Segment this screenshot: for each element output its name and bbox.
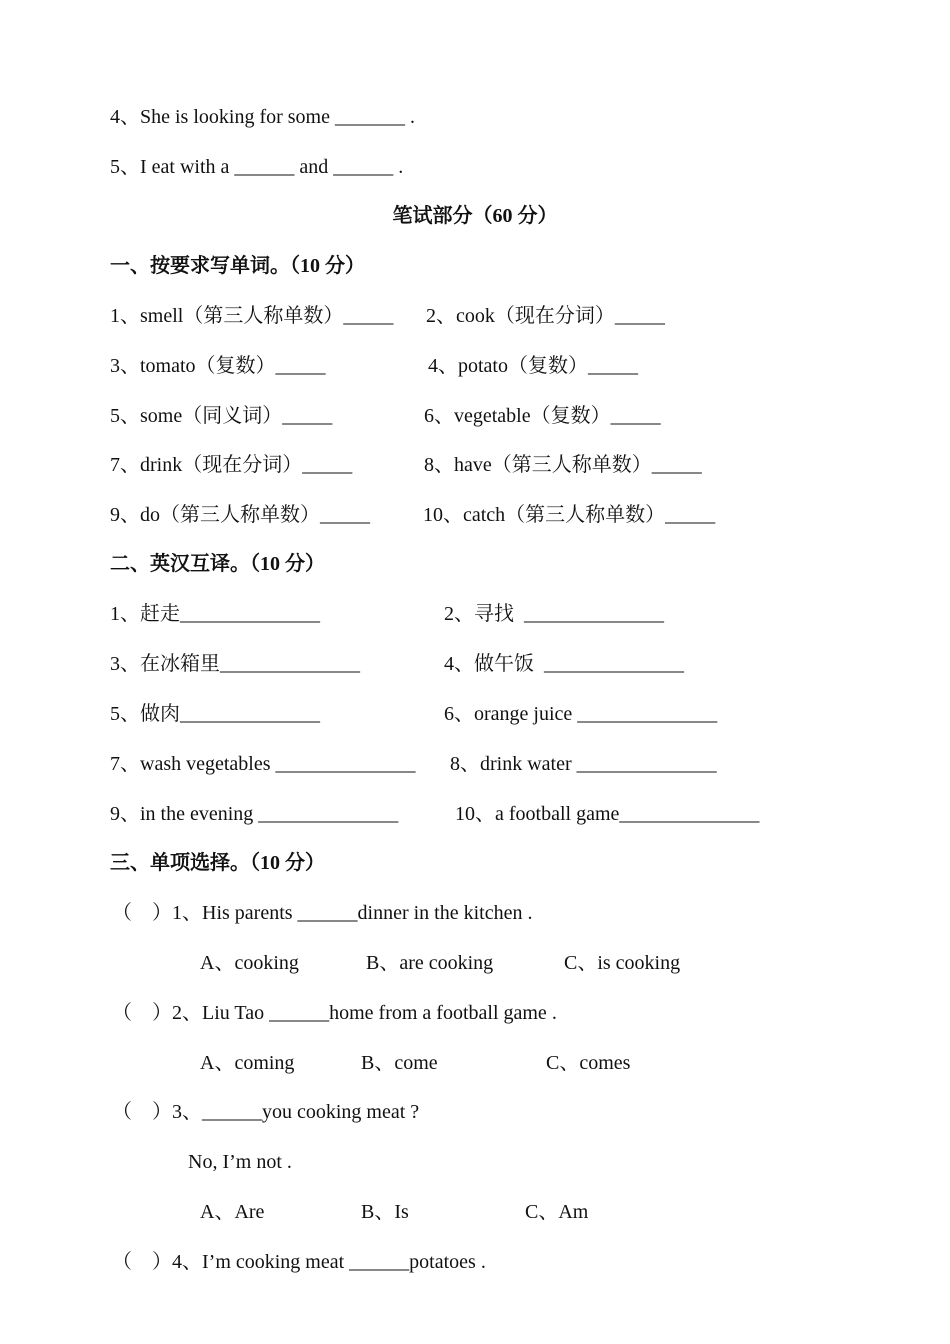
listening-item-5: 5、I eat with a ______ and ______ . [110,156,404,178]
mc-question-2: （ ）2、Liu Tao ______home from a football game . [112,1002,557,1024]
mc-q1-option-c: C、is cooking [564,952,681,974]
section2-title: 二、英汉互译。（10 分） [110,553,325,575]
s1-q4: 4、potato（复数）_____ [428,355,638,377]
mc-q2-option-c: C、comes [546,1052,631,1074]
s2-q6: 6、orange juice ______________ [444,703,718,725]
s1-q8: 8、have（第三人称单数）_____ [424,454,702,476]
s1-q3: 3、tomato（复数）_____ [110,355,326,377]
mc-question-1: （ ）1、His parents ______dinner in the kitchen . [112,902,533,924]
written-section-title: 笔试部分（60 分） [392,205,558,227]
section1-title: 一、按要求写单词。（10 分） [110,255,365,277]
s2-q4: 4、做午饭 ______________ [444,653,684,675]
s2-q2: 2、寻找 ______________ [444,603,664,625]
s2-q10: 10、a football game______________ [455,803,760,825]
mc-q2-option-b: B、come [361,1052,438,1074]
mc-q3-reply: No, I’m not . [188,1151,292,1173]
mc-q1-option-b: B、are cooking [366,952,494,974]
s2-q7: 7、wash vegetables ______________ [110,753,416,775]
s1-q10: 10、catch（第三人称单数）_____ [423,504,716,526]
s2-q3: 3、在冰箱里______________ [110,653,360,675]
mc-q2-option-a: A、coming [200,1052,295,1074]
mc-question-4: （ ）4、I’m cooking meat ______potatoes . [112,1251,486,1273]
s2-q5: 5、做肉______________ [110,703,320,725]
s1-q2: 2、cook（现在分词）_____ [426,305,665,327]
s1-q6: 6、vegetable（复数）_____ [424,405,661,427]
mc-q1-option-a: A、cooking [200,952,299,974]
s2-q1: 1、赶走______________ [110,603,320,625]
s2-q8: 8、drink water ______________ [450,753,717,775]
mc-q3-option-a: A、Are [200,1201,265,1223]
s1-q1: 1、smell（第三人称单数）_____ [110,305,394,327]
s1-q5: 5、some（同义词）_____ [110,405,333,427]
mc-q3-option-c: C、Am [525,1201,589,1223]
s1-q9: 9、do（第三人称单数）_____ [110,504,370,526]
mc-q3-option-b: B、Is [361,1201,409,1223]
section3-title: 三、单项选择。（10 分） [110,852,325,874]
s1-q7: 7、drink（现在分词）_____ [110,454,353,476]
s2-q9: 9、in the evening ______________ [110,803,399,825]
mc-question-3: （ ）3、______you cooking meat ? [112,1101,420,1123]
listening-item-4: 4、She is looking for some _______ . [110,106,415,128]
